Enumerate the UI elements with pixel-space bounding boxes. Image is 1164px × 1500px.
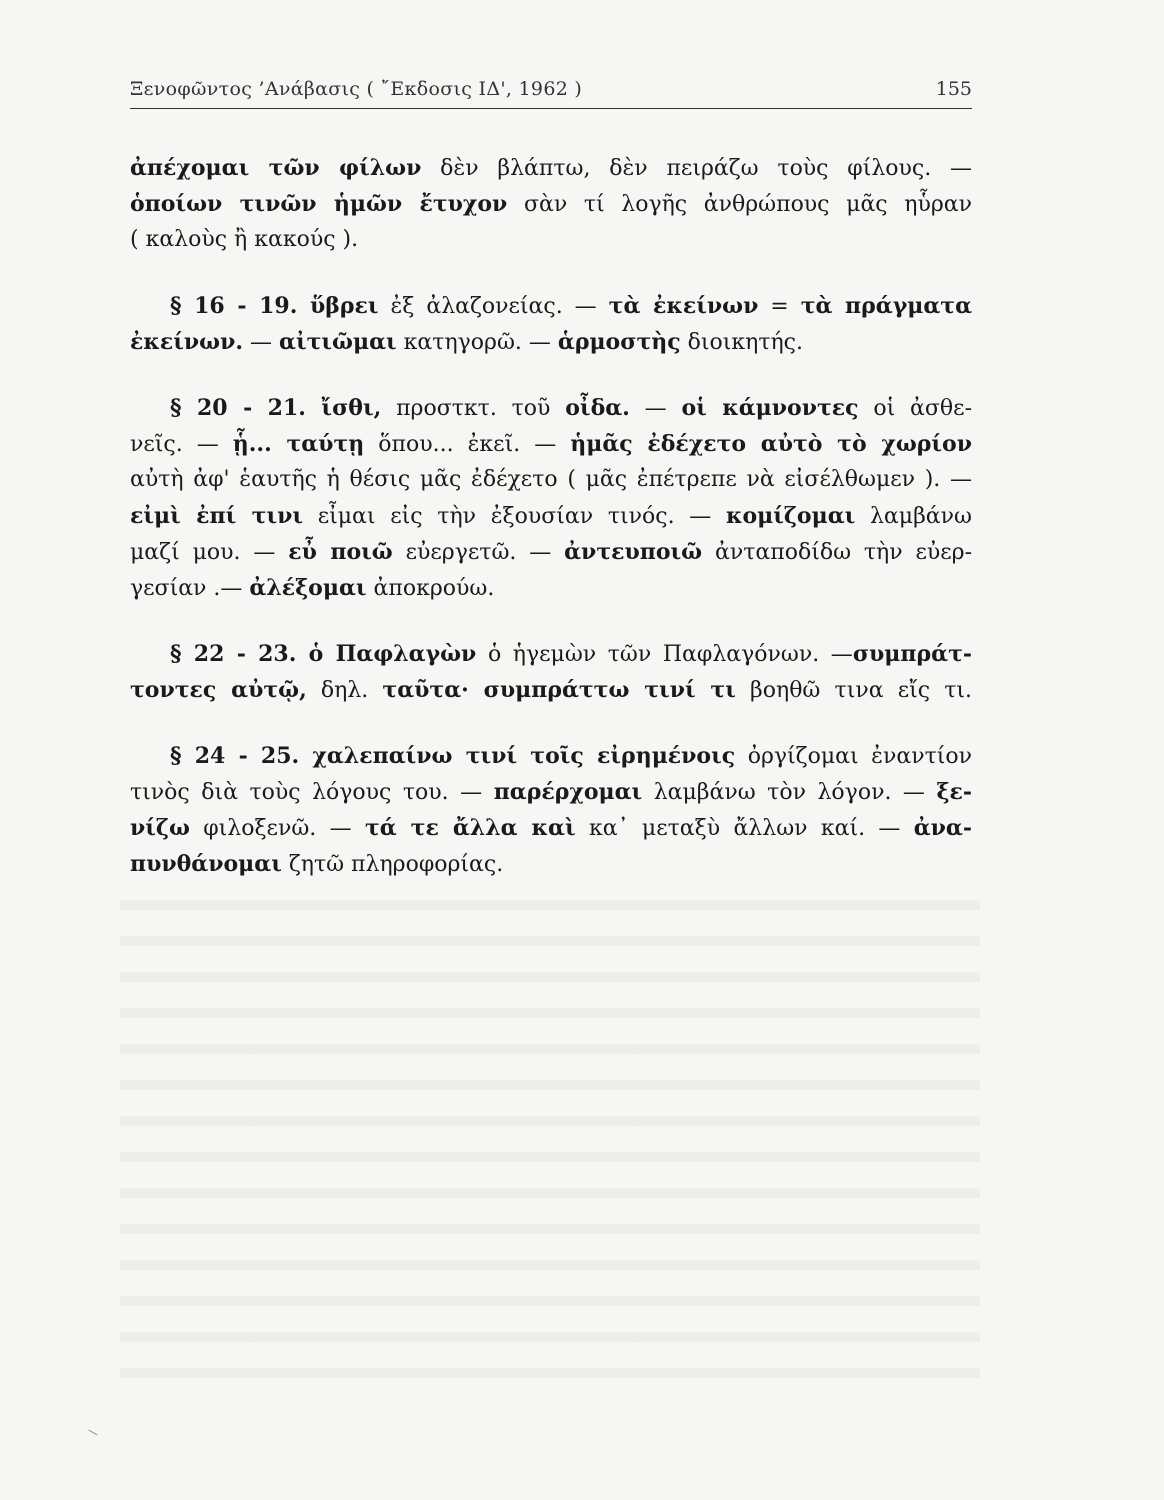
text-line (130, 534, 972, 570)
gloss-text: προστκτ. τοῦ (381, 396, 566, 421)
bold-term: νίζω (130, 815, 190, 841)
text-line (130, 462, 972, 498)
bold-term: ἀλέξομαι (249, 575, 367, 601)
bold-term: οἱ κάμνοντες (681, 395, 859, 421)
bleed-through-texture (120, 880, 980, 1400)
bold-term: § 24 - 25. χαλεπαίνω τινί τοῖς εἰρημένοις (170, 743, 736, 769)
gloss-text: ἀποκρούω. (366, 576, 495, 601)
gloss-text: — (243, 330, 280, 355)
gloss-text: εὐεργετῶ. — (392, 540, 565, 565)
bold-term: § 20 - 21. ἴσθι, (170, 395, 382, 421)
bold-term: τὰ ἐκείνων (608, 293, 759, 319)
gloss-text: ἀνταποδίδω τὴν εὐερ- (702, 540, 972, 565)
gloss-text: οἱ ἀσθε- (858, 396, 972, 421)
bold-term: αἰτιῶμαι (279, 329, 397, 355)
bold-term: ξε- (936, 779, 972, 805)
text-line (130, 810, 972, 846)
bold-term: ἀντευποιῶ (564, 539, 703, 565)
bold-term: ἁρμοστὴς (557, 329, 681, 355)
gloss-text: σὰν τί λογῆς ἀνθρώπους μᾶς ηὗραν (507, 192, 972, 217)
text-line (130, 150, 972, 186)
text-line (130, 498, 972, 534)
running-head (130, 74, 972, 109)
margin-mark (88, 1430, 97, 1436)
text-line (130, 324, 972, 360)
bold-term: ἀνα- (913, 815, 972, 841)
bold-term: συμπράτ- (852, 641, 972, 667)
gloss-text: κατηγορῶ. — (396, 330, 558, 355)
gloss-text: αὐτὴ ἀφ' ἑαυτῆς ἡ θέσις μᾶς ἐδέχετο ( μᾶς ἐπέτρεπε νὰ εἰσέλθωμεν ). — (130, 467, 972, 492)
bold-term: τά τε ἄλλα καὶ (364, 815, 576, 841)
bold-term: ἡμᾶς ἐδέχετο αὐτὸ τὸ χωρίον (570, 431, 972, 457)
bold-term: ὁποίων τινῶν ἡμῶν ἔτυχον (130, 191, 508, 217)
gloss-text: = (758, 294, 801, 319)
section-heading-line (130, 636, 972, 672)
gloss-text: δηλ. (306, 678, 383, 703)
bold-term: παρέρχομαι (493, 779, 643, 805)
gloss-text: ζητῶ πληροφορίας. (281, 852, 504, 877)
gloss-text: λαμβάνω τὸν λόγον. — (642, 780, 937, 805)
page-number: 155 (935, 78, 972, 100)
gloss-text: τινὸς διὰ τοὺς λόγους του. — (130, 780, 494, 805)
gloss-text: ὀργίζομαι ἐναντίον (735, 744, 972, 769)
bold-term: κομίζομαι (725, 503, 856, 529)
gloss-text: διοικητής. (680, 330, 803, 355)
book-title: Ξενοφῶντος ’Ανάβασις ( ῎Εκδοσις ΙΔ', 1962 ) (130, 78, 583, 100)
bold-term: τὰ πράγματα (800, 293, 972, 319)
bold-term: ἐκείνων. (130, 329, 244, 355)
gloss-text: ἐξ ἀλαζονείας. — (378, 294, 609, 319)
section-heading-line (130, 738, 972, 774)
bold-term: πυνθάνομαι (130, 851, 282, 877)
gloss-text: εἶμαι εἰς τὴν ἐξουσίαν τινός. — (303, 504, 726, 529)
bold-term: ταῦτα· συμπράττω τινί τι (382, 677, 736, 703)
section-heading-line (130, 288, 972, 324)
bold-term: § 16 - 19. ὕβρει (170, 293, 379, 319)
gloss-text: ὅπου... ἐκεῖ. — (364, 432, 571, 457)
bold-term: τοντες αὐτῷ, (130, 677, 307, 703)
bold-term: εἰμὶ ἐπί τινι (130, 503, 303, 529)
text-line (130, 846, 972, 882)
gloss-text: φιλοξενῶ. — (189, 816, 365, 841)
gloss-text: μαζί μου. — (130, 540, 289, 565)
gloss-text: — (629, 396, 682, 421)
gloss-text: κα᾽ μεταξὺ ἄλλων καί. — (575, 816, 914, 841)
bold-term: ἀπέχομαι τῶν φίλων (130, 155, 422, 181)
gloss-text: βοηθῶ τινα εἴς τι. (735, 678, 972, 703)
gloss-text: ( καλοὺς ἢ κακούς ). (130, 227, 359, 252)
commentary-text (130, 150, 972, 882)
bold-term: εὖ ποιῶ (288, 539, 393, 565)
text-line (130, 186, 972, 222)
text-line (130, 774, 972, 810)
gloss-text: γεσίαν .— (130, 576, 250, 601)
text-line (130, 570, 972, 606)
text-line (130, 222, 972, 258)
text-line (130, 672, 972, 708)
gloss-text: νεῖς. — (130, 432, 233, 457)
gloss-text: λαμβάνω (855, 504, 972, 529)
bold-term: § 22 - 23. ὁ Παφλαγὼν (170, 641, 477, 667)
section-heading-line (130, 390, 972, 426)
bold-term: οἶδα. (565, 395, 630, 421)
gloss-text: ὁ ἡγεμὼν τῶν Παφλαγόνων. — (476, 642, 853, 667)
gloss-text: δὲν βλάπτω, δὲν πειράζω τοὺς φίλους. — (421, 156, 972, 181)
bold-term: ᾗ... ταύτῃ (232, 431, 365, 457)
text-line (130, 426, 972, 462)
